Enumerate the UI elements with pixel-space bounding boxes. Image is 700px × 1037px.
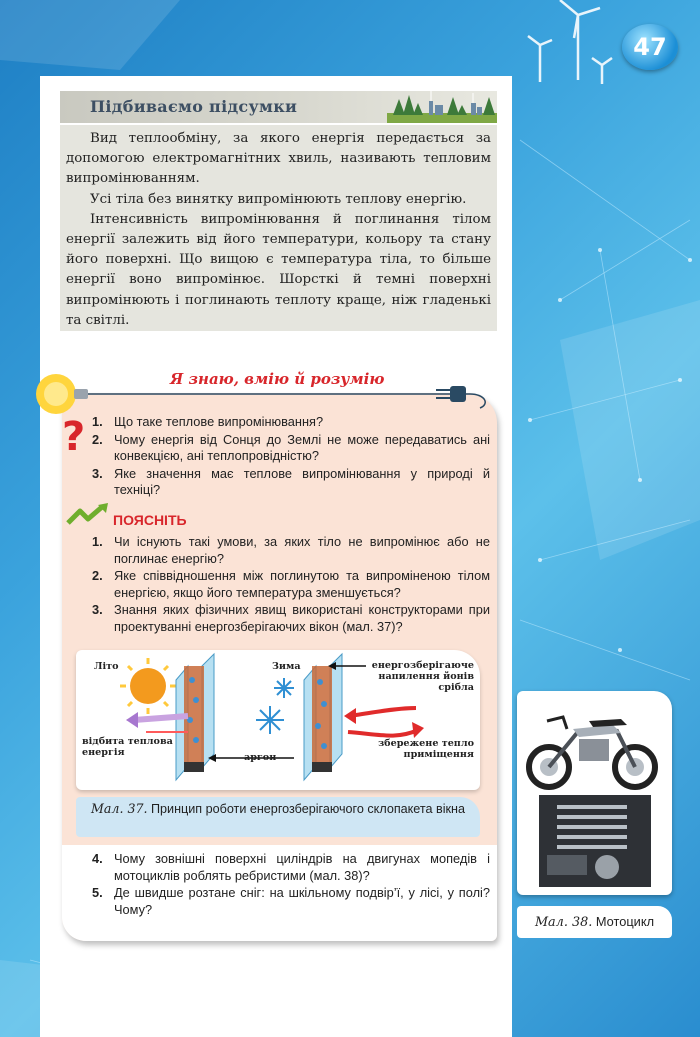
saved-heat-arrow: [344, 708, 424, 738]
question-item: [92, 432, 490, 465]
question-number: 4.: [92, 851, 103, 866]
figure-38-caption-text: Мотоцикл: [595, 914, 655, 929]
figure-37-caption-text: Принцип роботи енергозберігаючого склопакета вікна: [150, 802, 465, 816]
question-text: Де швидше розтане сніг: на шкільному подвір’ї, у лісі, у полі? Чому?: [114, 885, 490, 917]
question-text: Знання яких фізичних явищ використані конструкторами при проектуванні енергозберігаючих вікон (мал. 37)?: [114, 602, 490, 634]
question-number: 1.: [92, 534, 103, 549]
figure-38-motorcycle: [517, 691, 672, 895]
question-item: [92, 414, 490, 431]
engine-closeup-icon: [539, 795, 651, 887]
question-number: 2.: [92, 431, 103, 447]
more-question-list: [92, 851, 490, 919]
figure-38-number: Мал. 38.: [534, 915, 593, 930]
question-mark-icon: ?: [62, 414, 86, 460]
figure-37-window-diagram: [76, 650, 480, 790]
sun-icon: [120, 658, 176, 714]
summary-header: [60, 91, 497, 123]
qa-title: Я знаю, вмію й розумію: [170, 370, 385, 388]
explain-question-list: [92, 534, 490, 636]
qa-header: [30, 364, 500, 414]
question-item: [92, 568, 490, 601]
question-item: [92, 602, 490, 635]
question-list: [92, 414, 490, 500]
question-number: 1.: [92, 414, 103, 429]
winter-window-icon: [304, 654, 342, 780]
label-coating: енергозберігаюче напилення йонів срібла: [371, 660, 474, 693]
question-text: Що таке теплове випромінювання?: [114, 414, 324, 429]
figure-38-caption: [517, 906, 672, 938]
page-number: 47: [622, 24, 678, 70]
motorcycle-icon: [529, 717, 655, 787]
figure-37-caption: [76, 797, 480, 837]
label-argon: аргон: [244, 752, 277, 763]
question-number: 3.: [92, 465, 103, 481]
label-winter: Зима: [272, 661, 301, 672]
landscape-icon: [387, 91, 497, 123]
summary-paragraph-3: Інтенсивність випромінювання й поглинання тілом енергії залежить від його температури, кольору та стану його поверхні. Що вищою є температура тіла, то більше енергії воно випромінює. Шорсткі й темні поверхні випромінюють і поглинають теплоту краще, ніж гладенькі та світлі.: [66, 211, 491, 328]
summary-title: Підбиваємо підсумки: [90, 97, 298, 116]
question-text: Чому зовнішні поверхні циліндрів на двигунах мопедів і мотоциклів роблять ребристими (мал. 38)?: [114, 851, 490, 883]
question-item: [92, 534, 490, 567]
snowflake-icon: [256, 678, 294, 734]
question-text: Яке значення має теплове випромінювання у природі й техніці?: [114, 465, 490, 497]
question-number: 2.: [92, 568, 103, 583]
question-number: 3.: [92, 602, 103, 617]
summary-paragraph-2: Усі тіла без винятку випромінюють теплову енергію.: [90, 191, 467, 207]
question-item: [92, 851, 490, 884]
explain-label: ПОЯСНІТЬ: [113, 512, 187, 528]
summary-box: [60, 125, 497, 331]
summary-paragraph-1: Вид теплообміну, за якого енергія передається за допомогою електромагнітних хвиль, називають тепловим випромінюванням.: [66, 131, 491, 187]
question-item: [92, 466, 490, 499]
figure-37-number: Мал. 37.: [91, 801, 148, 816]
question-text: Чому енергія від Сонця до Землі не може передаватись ані конвекцією, ані теплопровідністю?: [114, 431, 490, 463]
label-summer: Літо: [94, 661, 119, 672]
question-number: 5.: [92, 885, 103, 900]
question-item: [92, 885, 490, 918]
plug-icon: [450, 386, 466, 402]
question-text: Чи існують такі умови, за яких тіло не випромінює або не поглинає енергію?: [114, 534, 490, 566]
question-text: Яке співвідношення між поглинутою та випроміненою тілом енергією, якщо його температура зменшується?: [114, 568, 490, 600]
label-saved-heat: збережене тепло приміщення: [378, 738, 474, 760]
trend-arrow-icon: [66, 503, 110, 527]
label-reflected-energy: відбита теплова енергія: [82, 736, 173, 758]
